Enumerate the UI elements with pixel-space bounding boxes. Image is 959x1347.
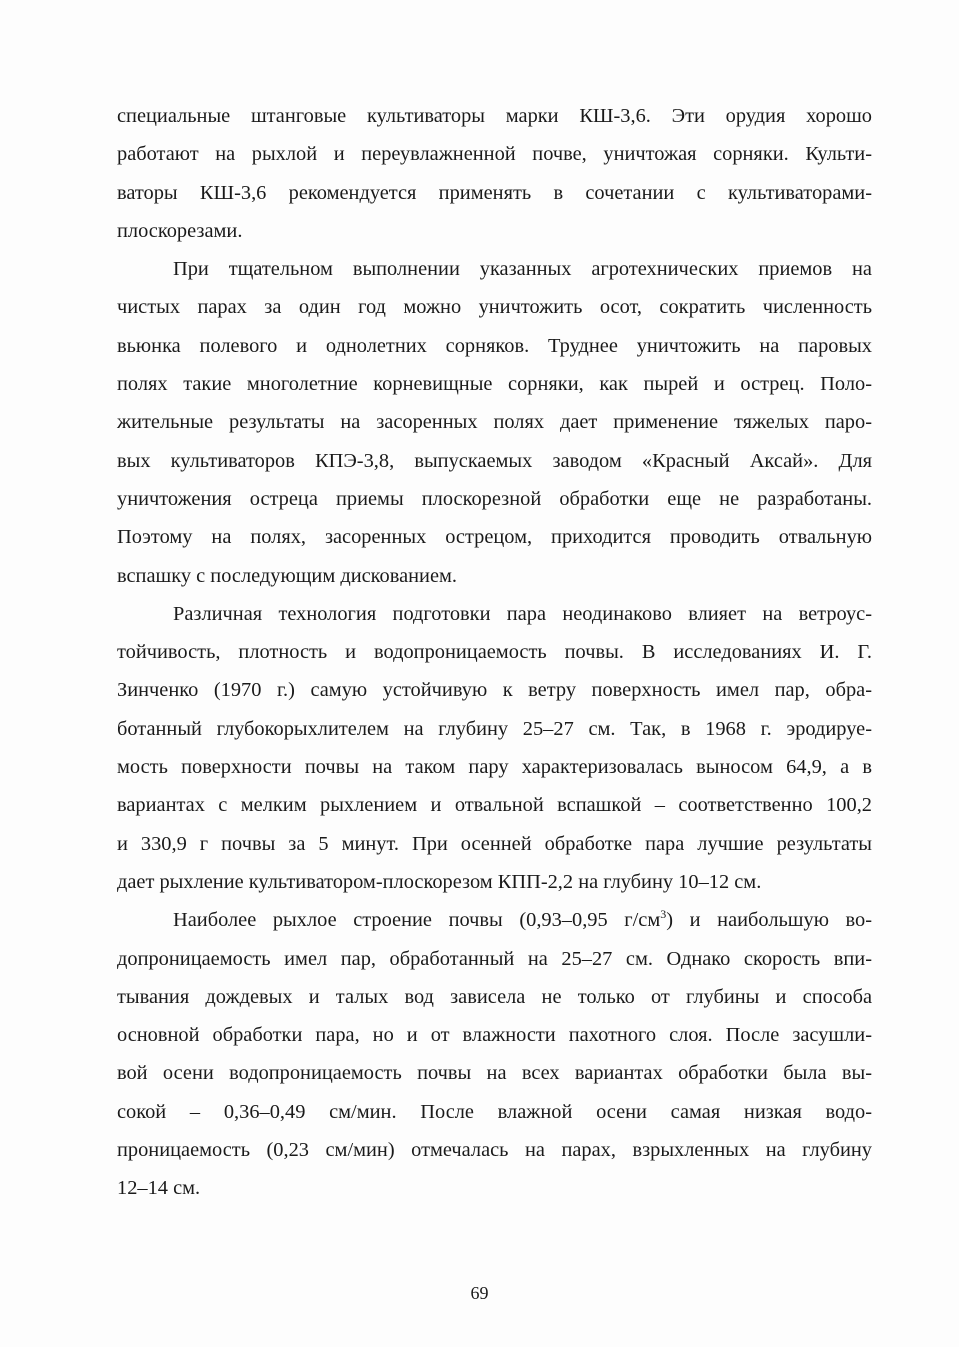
text-line: и 330,9 г почвы за 5 минут. При осенней обработке пара лучшие результаты: [117, 832, 872, 855]
paragraph-1: [117, 97, 872, 250]
text-line: Поэтому на полях, засоренных острецом, приходится проводить отвальную: [117, 526, 872, 549]
text-line: вспашку с последующим дискованием.: [117, 564, 458, 587]
paragraph-2: [117, 250, 872, 595]
text-line: При тщательном выполнении указанных агротехнических приемов на: [173, 258, 872, 281]
text-line: плоскорезами.: [117, 219, 243, 242]
paragraph-3: [117, 595, 872, 901]
text-line: Зинченко (1970 г.) самую устойчивую к ветру поверхность имел пар, обра-: [117, 679, 872, 702]
text-line: основной обработки пара, но и от влажности пахотного слоя. После засушли-: [117, 1024, 872, 1047]
text-line: мость поверхности почвы на таком пару характеризовалась выносом 64,9, а в: [117, 756, 872, 779]
text-line: Различная технология подготовки пара неодинаково влияет на ветроус-: [173, 602, 872, 625]
text-line: ботанный глубокорыхлителем на глубину 25–27 см. Так, в 1968 г. эродируе-: [117, 717, 872, 740]
text-line: допроницаемость имел пар, обработанный на 25–27 см. Однако скорость впи-: [117, 947, 872, 970]
text-line: вариантах с мелким рыхлением и отвальной вспашкой – соответственно 100,2: [117, 794, 872, 817]
text-line: вой осени водопроницаемость почвы на всех вариантах обработки была вы-: [117, 1062, 872, 1085]
text-line: тойчивость, плотность и водопроницаемость почвы. В исследованиях И. Г.: [117, 641, 872, 664]
text-line-with-superscript: [117, 901, 872, 939]
text-fragment: ) и наибольшую во-: [666, 909, 872, 932]
text-line: 12–14 см.: [117, 1177, 201, 1200]
text-line: ваторы КШ-3,6 рекомендуется применять в сочетании с культиваторами-: [117, 181, 872, 204]
text-fragment: Наиболее рыхлое строение почвы (0,93–0,95 г/см: [173, 909, 661, 932]
text-line: проницаемость (0,23 см/мин) отмечалась на парах, взрыхленных на глубину: [117, 1139, 872, 1162]
paragraph-4: [117, 901, 872, 1207]
body-text: [117, 97, 872, 1208]
text-line: жительные результаты на засоренных полях дает применение тяжелых паро-: [117, 411, 872, 434]
text-line: уничтожения остреца приемы плоскорезной обработки еще не разработаны.: [117, 487, 872, 510]
text-line: вых культиваторов КПЭ-3,8, выпускаемых заводом «Красный Аксай». Для: [117, 449, 872, 472]
text-line: тывания дождевых и талых вод зависела не только от глубины и способа: [117, 985, 872, 1008]
text-line: специальные штанговые культиваторы марки КШ-3,6. Эти орудия хорошо: [117, 105, 872, 127]
superscript: 3: [660, 907, 667, 922]
text-line: полях такие многолетние корневищные сорняки, как пырей и острец. Поло-: [117, 373, 872, 396]
text-line: вьюнка полевого и однолетних сорняков. Труднее уничтожить на паровых: [117, 334, 872, 357]
page-number: 69: [470, 1283, 489, 1303]
text-line: сокой – 0,36–0,49 см/мин. После влажной осени самая низкая водо-: [117, 1100, 872, 1123]
text-line: дает рыхление культиватором-плоскорезом КПП-2,2 на глубину 10–12 см.: [117, 870, 762, 893]
text-line: чистых парах за один год можно уничтожить осот, сократить численность: [117, 296, 872, 319]
text-line: работают на рыхлой и переувлажненной почве, уничтожая сорняки. Культи-: [117, 143, 872, 166]
